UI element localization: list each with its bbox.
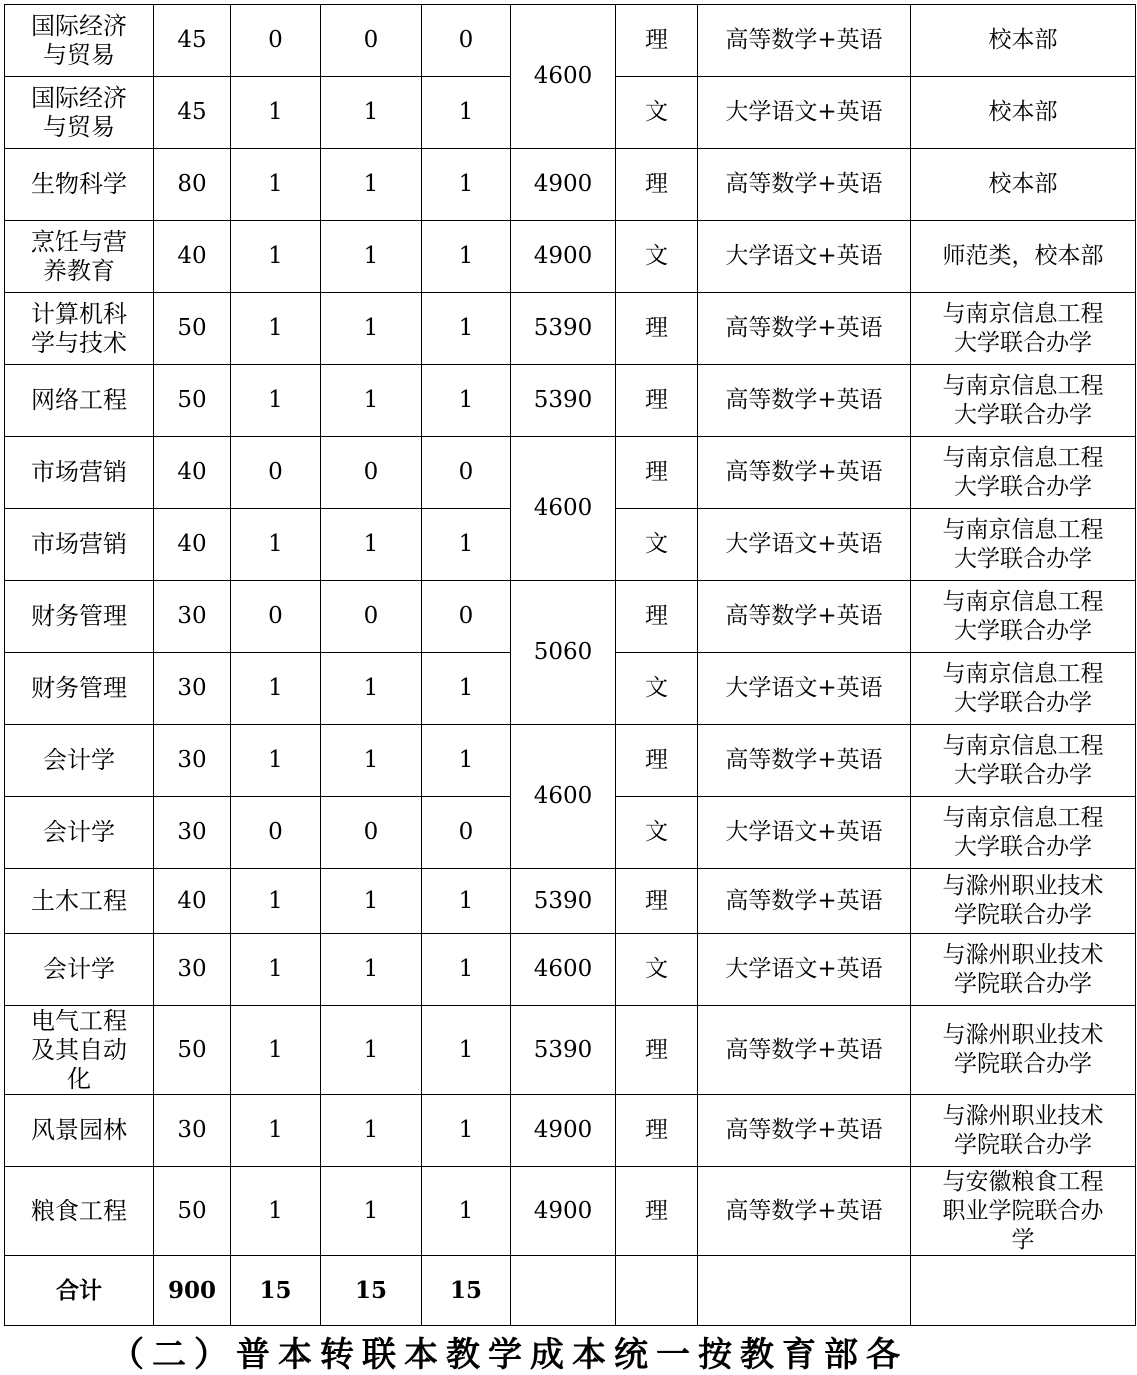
total-plan: 900: [154, 1256, 231, 1326]
type-cell: 理: [616, 581, 698, 653]
fee-cell: 4600: [511, 437, 616, 581]
note-text: 校本部: [988, 171, 1058, 197]
major-name: 电气工程: [31, 1006, 127, 1035]
type-cell: 文: [616, 77, 698, 149]
count-cell: 1: [231, 293, 321, 365]
empty-cell: [911, 1256, 1136, 1326]
plan-cell: 45: [154, 5, 231, 77]
major-cell: [5, 1167, 154, 1256]
major-cell: [5, 509, 154, 581]
note-text: 大学联合办学: [954, 329, 1092, 356]
table-row: [5, 149, 1136, 221]
table-row: [5, 365, 1136, 437]
major-name: 国际经济: [31, 83, 127, 112]
empty-cell: [616, 1256, 698, 1326]
type-cell: 理: [616, 365, 698, 437]
plan-cell: 40: [154, 437, 231, 509]
note-text: 学院联合办学: [954, 902, 1092, 928]
plan-cell: 40: [154, 509, 231, 581]
note-cell: [911, 1006, 1136, 1095]
type-cell: 文: [616, 934, 698, 1006]
plan-cell: 40: [154, 869, 231, 934]
plan-cell: 50: [154, 365, 231, 437]
count-cell: 0: [321, 5, 422, 77]
type-cell: 文: [616, 797, 698, 869]
table-row: [5, 293, 1136, 365]
type-cell: 理: [616, 437, 698, 509]
major-name: 粮食工程: [31, 1196, 127, 1225]
note-text: 大学联合办学: [954, 617, 1092, 644]
subjects-cell: 大学语文+英语: [698, 77, 911, 149]
major-name: 烹饪与营: [31, 227, 127, 256]
count-cell: 0: [231, 797, 321, 869]
count-cell: 0: [422, 797, 511, 869]
note-cell: [911, 509, 1136, 581]
count-cell: 1: [231, 365, 321, 437]
fee-cell: 4900: [511, 1167, 616, 1256]
count-cell: 1: [321, 653, 422, 725]
total-count: 15: [231, 1256, 321, 1326]
subjects-cell: 高等数学+英语: [698, 1095, 911, 1167]
subjects-cell: 大学语文+英语: [698, 653, 911, 725]
table-row: [5, 934, 1136, 1006]
plan-cell: 30: [154, 797, 231, 869]
table-row: [5, 1006, 1136, 1095]
major-name: 及其自动: [31, 1035, 127, 1064]
major-name: 养教育: [43, 256, 115, 285]
note-text: 与南京信息工程: [942, 732, 1104, 759]
plan-cell: 30: [154, 581, 231, 653]
table-row: [5, 1167, 1136, 1256]
note-text: 与南京信息工程: [942, 804, 1104, 831]
major-name: 财务管理: [31, 674, 127, 702]
plan-cell: 50: [154, 1167, 231, 1256]
empty-cell: [698, 1256, 911, 1326]
subjects-cell: 高等数学+英语: [698, 293, 911, 365]
count-cell: 1: [231, 149, 321, 221]
note-text: 学院联合办学: [954, 970, 1092, 997]
count-cell: 1: [321, 1167, 422, 1256]
fee-cell: 5390: [511, 1006, 616, 1095]
major-name: 计算机科: [31, 299, 127, 328]
plan-cell: 30: [154, 1095, 231, 1167]
note-text: 与安徽粮食工程: [942, 1168, 1104, 1195]
note-cell: [911, 1095, 1136, 1167]
fee-cell: 4900: [511, 149, 616, 221]
count-cell: 1: [422, 1006, 511, 1095]
note-text: 与滁州职业技术: [942, 1102, 1104, 1129]
count-cell: 1: [321, 725, 422, 797]
table-row: [5, 1095, 1136, 1167]
count-cell: 1: [422, 1095, 511, 1167]
major-name: 风景园林: [31, 1116, 127, 1144]
type-cell: 理: [616, 5, 698, 77]
count-cell: 1: [321, 77, 422, 149]
count-cell: 0: [321, 581, 422, 653]
note-text: 大学联合办学: [954, 761, 1092, 788]
major-name: 市场营销: [31, 458, 127, 486]
count-cell: 1: [422, 365, 511, 437]
count-cell: 0: [231, 581, 321, 653]
note-text: 与南京信息工程: [942, 372, 1104, 399]
note-cell: [911, 149, 1136, 221]
major-cell: [5, 365, 154, 437]
count-cell: 1: [422, 1167, 511, 1256]
count-cell: 0: [321, 797, 422, 869]
count-cell: 1: [422, 509, 511, 581]
note-text: 大学联合办学: [954, 473, 1092, 500]
count-cell: 1: [321, 293, 422, 365]
major-cell: [5, 581, 154, 653]
count-cell: 1: [422, 725, 511, 797]
major-cell: [5, 77, 154, 149]
count-cell: 1: [231, 77, 321, 149]
note-text: 学院联合办学: [954, 1051, 1092, 1077]
total-label: 合计: [5, 1256, 154, 1326]
major-name: 化: [67, 1064, 91, 1093]
note-text: 与南京信息工程: [942, 300, 1104, 327]
fee-cell: 4900: [511, 1095, 616, 1167]
major-cell: [5, 1006, 154, 1095]
enrollment-table: [4, 4, 1136, 1326]
note-cell: [911, 221, 1136, 293]
note-text: 学: [1011, 1226, 1035, 1253]
type-cell: 理: [616, 293, 698, 365]
note-cell: [911, 725, 1136, 797]
subjects-cell: 大学语文+英语: [698, 509, 911, 581]
count-cell: 1: [321, 1095, 422, 1167]
major-cell: [5, 797, 154, 869]
count-cell: 1: [422, 221, 511, 293]
note-cell: [911, 5, 1136, 77]
note-text: 校本部: [988, 27, 1058, 53]
count-cell: 1: [321, 1006, 422, 1095]
count-cell: 1: [422, 293, 511, 365]
subjects-cell: 大学语文+英语: [698, 221, 911, 293]
count-cell: 0: [231, 437, 321, 509]
note-cell: [911, 869, 1136, 934]
type-cell: 理: [616, 1167, 698, 1256]
major-cell: [5, 725, 154, 797]
count-cell: 1: [231, 869, 321, 934]
note-text: 学院联合办学: [954, 1131, 1092, 1158]
footer-text: （二）普本转联本教学成本统一按教育部各: [110, 1335, 908, 1375]
fee-cell: 5060: [511, 581, 616, 725]
note-text: 与南京信息工程: [942, 588, 1104, 615]
note-cell: [911, 293, 1136, 365]
count-cell: 1: [231, 1167, 321, 1256]
note-text: 与滁州职业技术: [942, 1022, 1104, 1048]
count-cell: 1: [231, 653, 321, 725]
count-cell: 1: [231, 934, 321, 1006]
fee-cell: 5390: [511, 869, 616, 934]
count-cell: 1: [321, 221, 422, 293]
note-text: 师范类，校本部: [942, 243, 1104, 269]
note-text: 职业学院联合办: [942, 1197, 1104, 1224]
type-cell: 理: [616, 1006, 698, 1095]
type-cell: 理: [616, 149, 698, 221]
table-row: [5, 221, 1136, 293]
plan-cell: 50: [154, 1006, 231, 1095]
count-cell: 1: [422, 77, 511, 149]
type-cell: 文: [616, 221, 698, 293]
plan-cell: 30: [154, 725, 231, 797]
note-text: 与南京信息工程: [942, 444, 1104, 471]
subjects-cell: 高等数学+英语: [698, 437, 911, 509]
subjects-cell: 高等数学+英语: [698, 1006, 911, 1095]
total-count: 15: [422, 1256, 511, 1326]
type-cell: 理: [616, 869, 698, 934]
major-name: 学与技术: [31, 328, 127, 357]
subjects-cell: 大学语文+英语: [698, 934, 911, 1006]
count-cell: 1: [231, 509, 321, 581]
count-cell: 1: [231, 1006, 321, 1095]
major-name: 会计学: [43, 818, 115, 846]
note-text: 大学联合办学: [954, 689, 1092, 716]
type-cell: 理: [616, 725, 698, 797]
plan-cell: 45: [154, 77, 231, 149]
major-cell: [5, 149, 154, 221]
major-name: 国际经济: [31, 11, 127, 40]
count-cell: 1: [321, 365, 422, 437]
subjects-cell: 高等数学+英语: [698, 725, 911, 797]
table-body: [5, 5, 1136, 1326]
subjects-cell: 高等数学+英语: [698, 149, 911, 221]
note-text: 大学联合办学: [954, 833, 1092, 860]
table-row: [5, 581, 1136, 653]
major-name: 生物科学: [31, 170, 127, 198]
subjects-cell: 高等数学+英语: [698, 1167, 911, 1256]
note-text: 与南京信息工程: [942, 660, 1104, 687]
count-cell: 1: [422, 149, 511, 221]
plan-cell: 80: [154, 149, 231, 221]
subjects-cell: 高等数学+英语: [698, 581, 911, 653]
major-cell: [5, 653, 154, 725]
total-count: 15: [321, 1256, 422, 1326]
note-cell: [911, 653, 1136, 725]
count-cell: 1: [231, 221, 321, 293]
fee-cell: 4600: [511, 725, 616, 869]
plan-cell: 30: [154, 934, 231, 1006]
note-cell: [911, 581, 1136, 653]
type-cell: 理: [616, 1095, 698, 1167]
table-row: [5, 725, 1136, 797]
plan-cell: 40: [154, 221, 231, 293]
table-row: [5, 5, 1136, 77]
note-cell: [911, 437, 1136, 509]
count-cell: 1: [422, 934, 511, 1006]
table-row: [5, 437, 1136, 509]
note-cell: [911, 77, 1136, 149]
fee-cell: 4600: [511, 5, 616, 149]
subjects-cell: 高等数学+英语: [698, 5, 911, 77]
note-cell: [911, 797, 1136, 869]
count-cell: 0: [422, 5, 511, 77]
major-cell: [5, 437, 154, 509]
count-cell: 1: [231, 725, 321, 797]
major-name: 与贸易: [43, 112, 115, 141]
major-name: 市场营销: [31, 530, 127, 558]
note-cell: [911, 934, 1136, 1006]
type-cell: 文: [616, 509, 698, 581]
note-text: 与南京信息工程: [942, 516, 1104, 543]
plan-cell: 30: [154, 653, 231, 725]
count-cell: 1: [321, 509, 422, 581]
count-cell: 0: [231, 5, 321, 77]
count-cell: 1: [321, 869, 422, 934]
note-text: 大学联合办学: [954, 401, 1092, 428]
fee-cell: 5390: [511, 293, 616, 365]
fee-cell: 5390: [511, 365, 616, 437]
note-cell: [911, 365, 1136, 437]
subjects-cell: 高等数学+英语: [698, 365, 911, 437]
count-cell: 0: [422, 437, 511, 509]
note-text: 大学联合办学: [954, 545, 1092, 572]
total-row: [5, 1256, 1136, 1326]
note-text: 校本部: [988, 99, 1058, 125]
note-text: 与滁州职业技术: [942, 873, 1104, 899]
count-cell: 0: [422, 581, 511, 653]
count-cell: 0: [321, 437, 422, 509]
major-name: 会计学: [43, 746, 115, 774]
major-cell: [5, 1095, 154, 1167]
subjects-cell: 大学语文+英语: [698, 797, 911, 869]
table-row: [5, 869, 1136, 934]
count-cell: 1: [231, 1095, 321, 1167]
major-cell: [5, 934, 154, 1006]
fee-cell: 4600: [511, 934, 616, 1006]
fee-cell: 4900: [511, 221, 616, 293]
major-cell: [5, 293, 154, 365]
count-cell: 1: [321, 149, 422, 221]
major-name: 与贸易: [43, 40, 115, 69]
count-cell: 1: [422, 653, 511, 725]
major-name: 财务管理: [31, 602, 127, 630]
count-cell: 1: [422, 869, 511, 934]
major-name: 网络工程: [31, 386, 127, 414]
plan-cell: 50: [154, 293, 231, 365]
note-cell: [911, 1167, 1136, 1256]
note-text: 与滁州职业技术: [942, 941, 1104, 968]
major-cell: [5, 5, 154, 77]
major-name: 会计学: [43, 955, 115, 983]
empty-cell: [511, 1256, 616, 1326]
major-cell: [5, 221, 154, 293]
count-cell: 1: [321, 934, 422, 1006]
major-cell: [5, 869, 154, 934]
subjects-cell: 高等数学+英语: [698, 869, 911, 934]
type-cell: 文: [616, 653, 698, 725]
major-name: 土木工程: [31, 886, 127, 915]
